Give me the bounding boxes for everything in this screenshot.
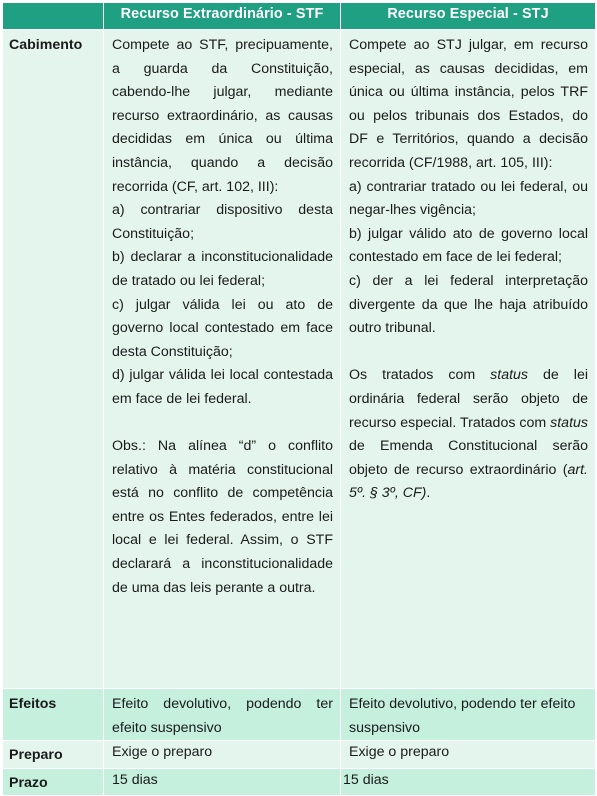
stf-obs: Obs.: Na alínea “d” o conflito relativo à matéria constitucional está no conflito de competência entre os Entes federados, entre lei local e lei federal. Assim, o STF declarará a inconstitucionalidade de uma das leis perante a outra.: [112, 438, 333, 596]
stj-item-c: c) der a lei federal interpretação divergente da que lhe haja atribuído outro tribunal.: [349, 272, 588, 337]
stf-item-b: b) declarar a inconstitucionalidade de tratado ou lei federal;: [112, 249, 333, 289]
row-preparo: [3, 741, 596, 769]
comparison-table: [2, 2, 596, 796]
stj-item-a: a) contrariar tratado ou lei federal, ou negar-lhes vigência;: [349, 178, 588, 219]
stj-note-end: .: [426, 485, 431, 502]
stj-note-part1: Os tratados com: [349, 367, 491, 384]
cell-efeitos-stj: Efeito devolutivo, podendo ter efeito suspensivo: [341, 689, 596, 741]
cell-efeitos-stf: Efeito devolutivo, podendo ter efeito suspensivo: [104, 689, 341, 741]
row-cabimento: [3, 30, 596, 689]
header-corner: [3, 3, 104, 30]
stj-note-part2: de lei ordinária federal serão objeto de recurso especial. Tratados com: [349, 367, 588, 431]
stf-item-c: c) julgar válida lei ou ato de governo local contestado em face desta Constituição;: [112, 296, 333, 360]
cell-prazo-stj: 15 dias: [341, 768, 596, 796]
header-row: [3, 3, 596, 30]
row-label-prazo: Prazo: [3, 768, 104, 796]
row-label-efeitos: Efeitos: [3, 689, 104, 741]
stj-note-status1: status: [490, 367, 529, 384]
cell-cabimento-stj: [341, 30, 596, 689]
stj-note-status2: status: [550, 414, 588, 431]
stj-note-part3: de Emenda Constitucional serão objeto de recurso extraordinário (: [349, 438, 588, 478]
row-efeitos: [3, 689, 596, 741]
cell-preparo-stf: Exige o preparo: [104, 741, 341, 769]
stj-note: [349, 364, 588, 506]
cell-prazo-stf: 15 dias: [104, 768, 341, 796]
row-prazo: [3, 768, 596, 796]
stj-item-b: b) julgar válido ato de governo local contestado em face de lei federal;: [349, 225, 588, 266]
stf-item-d: d) julgar válida lei local contestada em face de lei federal.: [112, 367, 333, 407]
stj-note-ref: art. 5º. § 3º, CF): [349, 461, 588, 502]
stf-intro: Compete ao STF, precipuamente, a guarda da Constituição, cabendo-lhe julgar, mediante recurso extraordinário, as causas decididas em única ou última instância, quando a decisão recorrida (CF, art. 102, III):: [112, 37, 333, 195]
row-label-cabimento: Cabimento: [3, 30, 104, 689]
cell-preparo-stj: Exige o preparo: [341, 741, 596, 769]
row-label-preparo: Preparo: [3, 741, 104, 769]
stj-intro: Compete ao STJ julgar, em recurso especial, as causas decididas, em única ou última instância, pelos TRF ou pelos tribunais dos Estados, do DF e Territórios, quando a decisão recorrida (CF/1988, art. 105, III):: [349, 37, 588, 171]
header-stj: Recurso Especial - STJ: [341, 3, 596, 30]
stf-item-a: a) contrariar dispositivo desta Constituição;: [112, 202, 333, 242]
header-stf: Recurso Extraordinário - STF: [104, 3, 341, 30]
cell-cabimento-stf: [104, 30, 341, 689]
